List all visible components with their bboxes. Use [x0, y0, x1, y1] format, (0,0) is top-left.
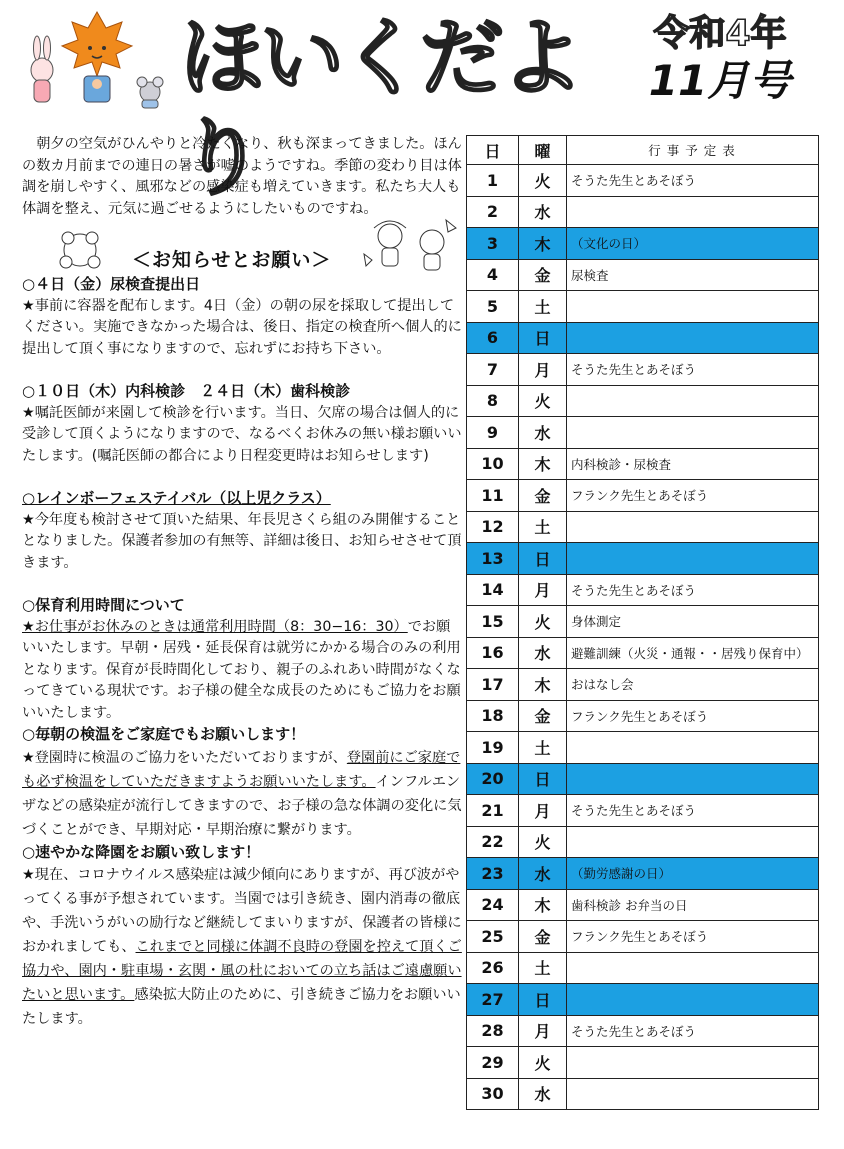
schedule-row — [467, 417, 819, 449]
day-cell: 26 — [467, 952, 519, 984]
weekday-cell: 火 — [519, 385, 567, 417]
schedule-row — [467, 385, 819, 417]
event-cell: 尿検査 — [567, 259, 819, 291]
event-cell — [567, 763, 819, 795]
weekday-cell: 月 — [519, 574, 567, 606]
section-temperature-body-b: インフルエンザなどの感染症が流行してきますので、お子様の急な体調の変化に気づくことができ、早期対応・早期治療に繋がります。 — [22, 773, 462, 838]
section-urine-test-body: ★事前に容器を配布します。4日（金）の朝の尿を採取して提出してください。実施できなかった場合は、後日、指定の検査所へ個人的に提出して頂く事になりますので、忘れずにお持ち下さい。 — [22, 297, 462, 357]
day-cell: 18 — [467, 700, 519, 732]
weekday-cell: 日 — [519, 543, 567, 575]
section-hours-body-rest: でお願いいたします。早朝・居残・延長保育は就労にかかる場合のみの利用となります。保育が長時間化しており、親子のふれあい時間がなくなってきている現状です。お子様の健全な成長のためにもご協力をお願いいたします。 — [22, 618, 461, 721]
event-cell — [567, 826, 819, 858]
day-cell: 4 — [467, 259, 519, 291]
day-cell: 25 — [467, 921, 519, 953]
event-cell: そうた先生とあそぼう — [567, 795, 819, 827]
schedule-row — [467, 228, 819, 260]
section-checkup-title: ○１０日（木）内科検診 ２４日（木）歯科検診 — [22, 382, 351, 400]
day-cell: 17 — [467, 669, 519, 701]
weekday-cell: 木 — [519, 228, 567, 260]
schedule-row — [467, 574, 819, 606]
children-circle-illustration — [50, 224, 110, 274]
event-cell — [567, 984, 819, 1016]
schedule-row — [467, 984, 819, 1016]
schedule-row — [467, 291, 819, 323]
day-cell: 7 — [467, 354, 519, 386]
schedule-body — [467, 165, 819, 1110]
event-cell: フランク先生とあそぼう — [567, 700, 819, 732]
day-cell: 1 — [467, 165, 519, 197]
event-cell: 身体測定 — [567, 606, 819, 638]
section-pickup-body-underlined: これまでと同様に体調不良時の登園を控えて頂くご協力や、園内・駐車場・玄関・風の杜においての立ち話はご遠慮願いたいと思います。 — [22, 939, 462, 1003]
header-event: 行事予定表 — [567, 136, 819, 165]
event-cell — [567, 1047, 819, 1079]
section-pickup-title: ○速やかな降園をお願い致します！ — [22, 842, 261, 861]
newsletter-title: ほいくだより — [180, 9, 581, 207]
section-hours-title: ○保育利用時間について — [22, 596, 185, 614]
event-cell: 内科検診・尿検査 — [567, 448, 819, 480]
weekday-cell: 日 — [519, 984, 567, 1016]
schedule-row — [467, 1015, 819, 1047]
event-cell — [567, 543, 819, 575]
day-cell: 28 — [467, 1015, 519, 1047]
day-cell: 10 — [467, 448, 519, 480]
section-temperature-body — [22, 746, 462, 842]
schedule-row — [467, 921, 819, 953]
schedule-row — [467, 354, 819, 386]
children-leaves-illustration — [360, 214, 460, 274]
weekday-cell: 月 — [519, 1015, 567, 1047]
event-cell: そうた先生とあそぼう — [567, 1015, 819, 1047]
weekday-cell: 木 — [519, 448, 567, 480]
section-pickup-body-b: 感染拡大防止のために、引き続きご協力をお願いいたします。 — [22, 987, 461, 1027]
weekday-cell: 水 — [519, 417, 567, 449]
event-cell — [567, 291, 819, 323]
event-cell — [567, 417, 819, 449]
event-cell — [567, 511, 819, 543]
schedule-row — [467, 952, 819, 984]
section-pickup-body-a: ★現在、コロナウイルス感染症は減少傾向にありますが、再び波がやってくる事が予想されています。当園では引き続き、園内消毒の徹底や、手洗いうがいの励行など継続してまいりますが、保護者の皆様におかれましても、 — [22, 867, 462, 955]
weekday-cell: 土 — [519, 952, 567, 984]
event-cell: そうた先生とあそぼう — [567, 574, 819, 606]
day-cell: 21 — [467, 795, 519, 827]
issue-year: 令和4年 — [653, 13, 787, 54]
event-cell — [567, 196, 819, 228]
schedule-row — [467, 480, 819, 512]
day-cell: 8 — [467, 385, 519, 417]
section-temperature-body-underlined: 登園前にご家庭でも必ず検温をしていただきますようお願いいたします。 — [22, 749, 461, 790]
weekday-cell: 木 — [519, 889, 567, 921]
event-cell — [567, 952, 819, 984]
weekday-cell: 木 — [519, 669, 567, 701]
day-cell: 14 — [467, 574, 519, 606]
event-cell: フランク先生とあそぼう — [567, 921, 819, 953]
schedule-header-row — [467, 136, 819, 165]
weekday-cell: 水 — [519, 637, 567, 669]
section-hours-body-hours: ★お仕事がお休みのときは通常利用時間（8：30−16：30） — [22, 618, 408, 635]
weekday-cell: 金 — [519, 921, 567, 953]
day-cell: 3 — [467, 228, 519, 260]
schedule-row — [467, 826, 819, 858]
event-cell — [567, 322, 819, 354]
notices-column — [22, 134, 462, 1031]
section-festival-title: ○レインボーフェステイバル（以上児クラス） — [22, 489, 331, 507]
day-cell: 6 — [467, 322, 519, 354]
event-cell: （勤労感謝の日） — [567, 858, 819, 890]
section-urine-test-title: ○４日（金）尿検査提出日 — [22, 275, 201, 293]
schedule-row — [467, 543, 819, 575]
section-festival-body: ★今年度も検討させて頂いた結果、年長児さくら組のみ開催することとなりました。保護者参加の有無等、詳細は後日、お知らせさせて頂きます。 — [22, 511, 462, 571]
day-cell: 9 — [467, 417, 519, 449]
weekday-cell: 火 — [519, 1047, 567, 1079]
section-temperature-body-a: ★登園時に検温のご協力をいただいておりますが、 — [22, 749, 347, 766]
weekday-cell: 火 — [519, 165, 567, 197]
section-hours-body — [22, 617, 462, 725]
day-cell: 29 — [467, 1047, 519, 1079]
schedule-row — [467, 448, 819, 480]
schedule-row — [467, 606, 819, 638]
weekday-cell: 土 — [519, 291, 567, 323]
weekday-cell: 金 — [519, 480, 567, 512]
schedule-row — [467, 858, 819, 890]
event-cell: （文化の日） — [567, 228, 819, 260]
illustration-row — [22, 224, 462, 274]
schedule-row — [467, 259, 819, 291]
schedule-row — [467, 795, 819, 827]
event-cell: 避難訓練（火災・通報・・居残り保育中） — [567, 637, 819, 669]
event-cell: おはなし会 — [567, 669, 819, 701]
day-cell: 27 — [467, 984, 519, 1016]
schedule-row — [467, 1078, 819, 1110]
weekday-cell: 日 — [519, 322, 567, 354]
schedule-row — [467, 165, 819, 197]
weekday-cell: 水 — [519, 858, 567, 890]
day-cell: 12 — [467, 511, 519, 543]
section-temperature-title: ○毎朝の検温をご家庭でもお願いします！ — [22, 725, 306, 743]
weekday-cell: 金 — [519, 700, 567, 732]
schedule-row — [467, 889, 819, 921]
event-cell: そうた先生とあそぼう — [567, 165, 819, 197]
weekday-cell: 土 — [519, 732, 567, 764]
day-cell: 19 — [467, 732, 519, 764]
event-cell: フランク先生とあそぼう — [567, 480, 819, 512]
intro-text: 朝夕の空気がひんやりと冷たくなり、秋も深まってきました。ほんの数カ月前までの連日の暑さが嘘のようですね。季節の変わり目は体調を崩しやすく、風邪などの感染症も増えていきます。私たち大人も体調を整え、元気に過ごせるようにしたいものですね。 — [22, 136, 462, 217]
day-cell: 22 — [467, 826, 519, 858]
section-checkup-body: ★嘱託医師が来園して検診を行います。当日、欠席の場合は個人的に受診して頂くようになりますので、なるべくお休みの無い様お願いいたします。(嘱託医師の都合により日程変更時はお知らせします) — [22, 404, 462, 464]
schedule-row — [467, 1047, 819, 1079]
weekday-cell: 土 — [519, 511, 567, 543]
schedule-row — [467, 637, 819, 669]
schedule-row — [467, 700, 819, 732]
weekday-cell: 火 — [519, 606, 567, 638]
header-weekday: 曜 — [519, 136, 567, 165]
weekday-cell: 火 — [519, 826, 567, 858]
event-schedule-table — [466, 135, 819, 1110]
section-pickup-body — [22, 863, 462, 1031]
schedule-row — [467, 732, 819, 764]
weekday-cell: 日 — [519, 763, 567, 795]
weekday-cell: 月 — [519, 795, 567, 827]
weekday-cell: 水 — [519, 1078, 567, 1110]
event-cell — [567, 1078, 819, 1110]
event-cell — [567, 732, 819, 764]
weekday-cell: 月 — [519, 354, 567, 386]
schedule-row — [467, 196, 819, 228]
schedule-row — [467, 322, 819, 354]
schedule-row — [467, 511, 819, 543]
weekday-cell: 水 — [519, 196, 567, 228]
weekday-cell: 金 — [519, 259, 567, 291]
event-cell: 歯科検診 お弁当の日 — [567, 889, 819, 921]
header-day: 日 — [467, 136, 519, 165]
schedule-row — [467, 669, 819, 701]
day-cell: 13 — [467, 543, 519, 575]
notices-title: ＜お知らせとお願い＞ — [132, 249, 332, 271]
mascot-illustration — [22, 10, 172, 110]
day-cell: 5 — [467, 291, 519, 323]
day-cell: 11 — [467, 480, 519, 512]
issue-month: 11月号 — [648, 56, 792, 105]
day-cell: 24 — [467, 889, 519, 921]
day-cell: 16 — [467, 637, 519, 669]
event-cell — [567, 385, 819, 417]
day-cell: 30 — [467, 1078, 519, 1110]
event-cell: そうた先生とあそぼう — [567, 354, 819, 386]
day-cell: 15 — [467, 606, 519, 638]
day-cell: 20 — [467, 763, 519, 795]
day-cell: 23 — [467, 858, 519, 890]
day-cell: 2 — [467, 196, 519, 228]
schedule-row — [467, 763, 819, 795]
